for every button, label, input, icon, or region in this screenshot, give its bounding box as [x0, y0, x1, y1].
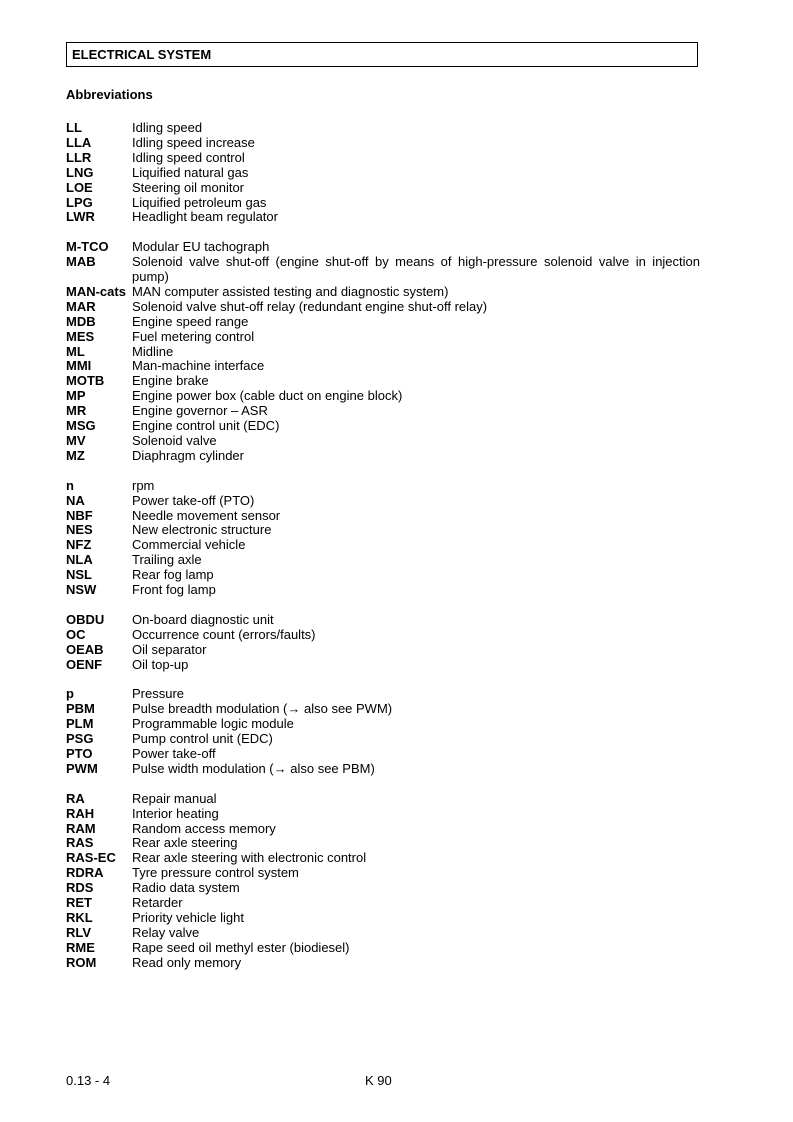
abbreviation-term: LWR [66, 209, 95, 225]
abbreviation-term: NA [66, 492, 85, 508]
abbreviation-row [66, 881, 700, 896]
abbreviation-term: NSL [66, 567, 92, 583]
abbreviation-row [66, 479, 700, 494]
abbreviation-description: Power take-off (PTO) [132, 492, 255, 508]
abbreviation-row [66, 181, 700, 196]
abbreviation-group [66, 687, 700, 776]
abbreviation-description: Modular EU tachograph [132, 239, 270, 255]
abbreviation-row [66, 836, 700, 851]
abbreviation-description: Relay valve [132, 924, 200, 940]
abbreviation-row [66, 687, 700, 702]
abbreviation-term: ML [66, 343, 85, 359]
abbreviation-term: ROM [66, 954, 97, 970]
abbreviation-description: Idling speed control [132, 149, 245, 165]
abbreviations-heading: Abbreviations [66, 87, 153, 102]
abbreviation-row [66, 240, 700, 255]
abbreviation-row [66, 658, 700, 673]
abbreviation-term: PTO [66, 746, 93, 761]
abbreviation-term: NFZ [66, 537, 92, 553]
abbreviation-row [66, 851, 700, 866]
abbreviation-row [66, 136, 700, 151]
abbreviation-term: LPG [66, 194, 93, 210]
abbreviation-row [66, 747, 700, 762]
abbreviation-row [66, 151, 700, 166]
abbreviation-row [66, 494, 700, 509]
abbreviation-row [66, 166, 700, 181]
abbreviation-term: MP [66, 388, 86, 404]
abbreviation-description: Radio data system [132, 880, 240, 896]
abbreviation-row [66, 285, 700, 300]
abbreviation-row [66, 717, 700, 732]
abbreviation-row [66, 911, 700, 926]
abbreviation-term: NES [66, 522, 93, 538]
abbreviation-term: MAR [66, 298, 96, 314]
abbreviation-description: rpm [132, 477, 155, 493]
abbreviation-row [66, 210, 700, 225]
abbreviation-row [66, 330, 700, 345]
abbreviation-description: Engine governor – ASR [132, 403, 268, 419]
abbreviation-term: RAS-EC [66, 850, 116, 866]
abbreviation-description: Pulse width modulation (→ also see PBM) [132, 760, 375, 776]
abbreviation-term: PLM [66, 716, 94, 732]
abbreviation-description: Idling speed increase [132, 134, 255, 150]
abbreviation-row [66, 702, 700, 717]
abbreviation-term: RME [66, 939, 95, 955]
abbreviation-term: RA [66, 790, 85, 806]
abbreviation-description: Repair manual [132, 790, 217, 806]
abbreviation-row [66, 389, 700, 404]
abbreviation-row [66, 404, 700, 419]
abbreviation-row [66, 449, 700, 464]
abbreviation-term: PSG [66, 731, 94, 747]
abbreviation-description: Pressure [132, 686, 185, 702]
abbreviation-description: Midline [132, 343, 174, 359]
abbreviation-row [66, 866, 700, 881]
abbreviation-row [66, 255, 700, 285]
abbreviation-description: Rear fog lamp [132, 567, 214, 583]
section-header [66, 42, 698, 67]
abbreviation-row [66, 643, 700, 658]
abbreviation-description: Diaphragm cylinder [132, 447, 244, 463]
abbreviation-term: MOTB [66, 373, 105, 389]
abbreviation-description: Random access memory [132, 820, 276, 836]
abbreviation-row [66, 822, 700, 837]
abbreviation-description: Rear axle steering with electronic control [132, 850, 367, 866]
abbreviation-row [66, 762, 700, 777]
abbreviation-row [66, 583, 700, 598]
abbreviation-group [66, 792, 700, 971]
abbreviation-term: n [66, 477, 74, 493]
abbreviation-term: RDRA [66, 865, 104, 881]
abbreviation-term: LL [66, 120, 82, 135]
abbreviation-description: Engine control unit (EDC) [132, 418, 280, 434]
abbreviation-description: Solenoid valve shut-off relay (redundant engine shut-off relay) [132, 298, 488, 314]
abbreviation-term: MDB [66, 313, 96, 329]
abbreviation-term: OEAB [66, 641, 104, 657]
abbreviation-description: New electronic structure [132, 522, 272, 538]
abbreviation-description: Idling speed [132, 120, 203, 135]
abbreviation-description: Engine brake [132, 373, 209, 389]
abbreviation-row [66, 926, 700, 941]
abbreviation-description: Liquified natural gas [132, 164, 249, 180]
abbreviation-term: RLV [66, 924, 92, 940]
abbreviation-term: MR [66, 403, 87, 419]
abbreviation-term: MAN-cats [66, 283, 126, 299]
abbreviation-row [66, 568, 700, 583]
abbreviation-description: Rear axle steering [132, 835, 238, 851]
abbreviation-description: Headlight beam regulator [132, 209, 278, 225]
abbreviation-term: NLA [66, 552, 93, 568]
abbreviation-description: Commercial vehicle [132, 537, 246, 553]
abbreviation-term: OC [66, 626, 86, 642]
abbreviation-description: Priority vehicle light [132, 909, 244, 925]
abbreviation-row [66, 956, 700, 971]
abbreviation-term: PBM [66, 701, 95, 717]
abbreviation-description: On-board diagnostic unit [132, 611, 274, 627]
abbreviation-row [66, 523, 700, 538]
abbreviation-term: LOE [66, 179, 93, 195]
abbreviation-group [66, 479, 700, 598]
abbreviation-description: Pump control unit (EDC) [132, 731, 273, 747]
abbreviation-description: Needle movement sensor [132, 507, 281, 523]
abbreviation-description: Oil separator [132, 641, 207, 657]
page-number: 0.13 - 4 [66, 1073, 111, 1088]
abbreviation-description: Engine power box (cable duct on engine block) [132, 388, 403, 404]
abbreviation-group [66, 240, 700, 464]
abbreviation-term: PWM [66, 760, 98, 776]
abbreviation-term: RAS [66, 835, 94, 851]
abbreviation-term: LLR [66, 149, 92, 165]
abbreviation-row [66, 941, 700, 956]
abbreviation-row [66, 434, 700, 449]
abbreviation-description: Solenoid valve [132, 433, 217, 449]
abbreviation-row [66, 538, 700, 553]
abbreviation-row [66, 345, 700, 360]
abbreviation-term: RKL [66, 909, 93, 925]
abbreviation-row [66, 509, 700, 524]
abbreviation-row [66, 359, 700, 374]
abbreviation-row [66, 196, 700, 211]
abbreviation-description: Pulse breadth modulation (→ also see PWM) [132, 701, 393, 717]
abbreviation-description: MAN computer assisted testing and diagnostic system) [132, 283, 449, 299]
abbreviation-description: Steering oil monitor [132, 179, 244, 195]
section-title: ELECTRICAL SYSTEM [72, 47, 212, 62]
abbreviation-description: Front fog lamp [132, 582, 216, 598]
abbreviation-term: RDS [66, 880, 94, 896]
abbreviation-term: OENF [66, 656, 103, 672]
abbreviation-term: NSW [66, 582, 97, 598]
abbreviation-description: Occurrence count (errors/faults) [132, 626, 316, 642]
abbreviation-term: M-TCO [66, 239, 109, 255]
abbreviation-description: Trailing axle [132, 552, 202, 568]
abbreviation-row [66, 732, 700, 747]
abbreviation-term: p [66, 686, 74, 702]
abbreviation-term: RAH [66, 805, 95, 821]
abbreviation-term: MES [66, 328, 95, 344]
abbreviation-term: LNG [66, 164, 94, 180]
abbreviation-description: Rape seed oil methyl ester (biodiesel) [132, 939, 350, 955]
abbreviation-description: Interior heating [132, 805, 219, 821]
abbreviation-term: RET [66, 895, 92, 911]
document-code: K 90 [365, 1073, 392, 1088]
abbreviations-list [66, 121, 700, 985]
abbreviation-row [66, 121, 700, 136]
abbreviation-row [66, 374, 700, 389]
abbreviation-description: Retarder [132, 895, 183, 911]
abbreviation-description: Solenoid valve shut-off (engine shut-off by means of high-pressure solenoid valve in injection pump) [132, 254, 700, 285]
abbreviation-row [66, 807, 700, 822]
abbreviation-row [66, 419, 700, 434]
abbreviation-row [66, 315, 700, 330]
abbreviation-term: NBF [66, 507, 93, 523]
abbreviation-description: Power take-off [132, 746, 216, 761]
abbreviation-term: MSG [66, 418, 96, 434]
abbreviation-term: RAM [66, 820, 96, 836]
abbreviation-row [66, 628, 700, 643]
abbreviation-description: Tyre pressure control system [132, 865, 299, 881]
abbreviation-term: MZ [66, 447, 85, 463]
abbreviation-row [66, 613, 700, 628]
abbreviation-row [66, 300, 700, 315]
abbreviation-row [66, 792, 700, 807]
abbreviation-description: Programmable logic module [132, 716, 294, 732]
abbreviation-description: Read only memory [132, 954, 242, 970]
abbreviation-group [66, 121, 700, 225]
abbreviation-term: MMI [66, 358, 92, 374]
abbreviation-description: Liquified petroleum gas [132, 194, 267, 210]
abbreviation-term: OBDU [66, 611, 105, 627]
abbreviation-term: MAB [66, 254, 96, 270]
abbreviation-term: LLA [66, 134, 92, 150]
abbreviation-row [66, 896, 700, 911]
abbreviation-term: MV [66, 433, 86, 449]
abbreviation-description: Engine speed range [132, 313, 249, 329]
abbreviation-description: Fuel metering control [132, 328, 255, 344]
abbreviation-row [66, 553, 700, 568]
abbreviation-description: Oil top-up [132, 656, 189, 672]
abbreviation-description: Man-machine interface [132, 358, 265, 374]
abbreviation-group [66, 613, 700, 673]
